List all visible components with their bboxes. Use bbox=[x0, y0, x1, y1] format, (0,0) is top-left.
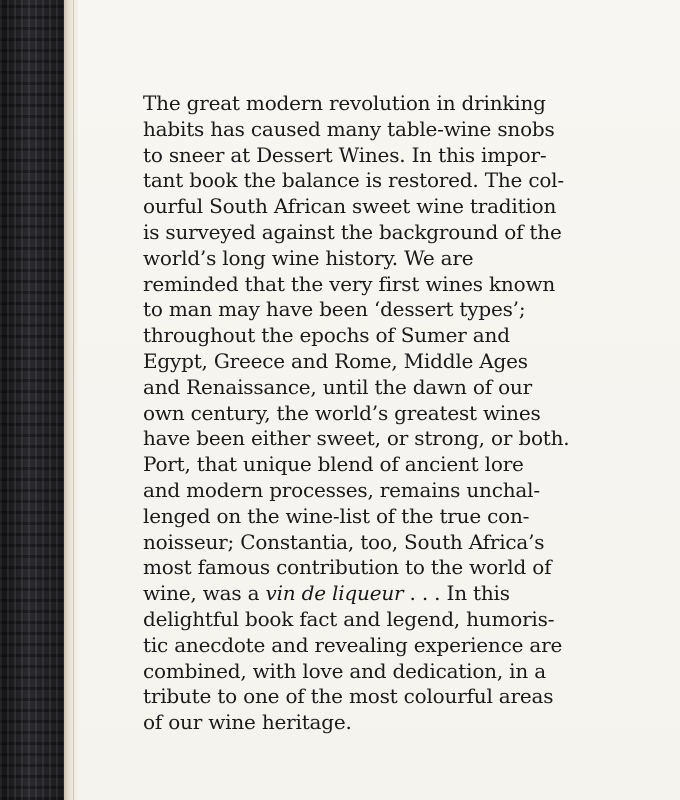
blurb-line: throughout the epochs of Sumer and bbox=[143, 323, 510, 348]
blurb-line: most famous contribution to the world of bbox=[143, 555, 552, 580]
blurb-line: Egypt, Greece and Rome, Middle Ages bbox=[143, 348, 528, 373]
blurb-line: tribute to one of the most colourful areas bbox=[143, 684, 554, 709]
book-binding bbox=[0, 0, 64, 800]
blurb-line: ourful South African sweet wine tradition bbox=[143, 194, 557, 219]
page-edge bbox=[64, 0, 78, 800]
blurb-text bbox=[143, 91, 613, 736]
blurb-line: Port, that unique blend of ancient lore bbox=[143, 452, 524, 477]
blurb-line: tant book the balance is restored. The col- bbox=[143, 168, 564, 193]
blurb-line: to sneer at Dessert Wines. In this impor- bbox=[143, 142, 547, 167]
blurb-line: is surveyed against the background of the bbox=[143, 219, 562, 244]
line-prefix: wine, was a bbox=[143, 581, 266, 606]
blurb-line: habits has caused many table-wine snobs bbox=[143, 116, 555, 141]
blurb-line: combined, with love and dedication, in a bbox=[143, 658, 546, 683]
blurb-line: and modern processes, remains unchal- bbox=[143, 477, 540, 502]
blurb-line: own century, the world’s greatest wines bbox=[143, 400, 541, 425]
blurb-line: The great modern revolution in drinking bbox=[143, 91, 546, 115]
blurb-line: tic anecdote and revealing experience are bbox=[143, 632, 563, 657]
blurb-line: of our wine heritage. bbox=[143, 710, 352, 735]
blurb-line: world’s long wine history. We are bbox=[143, 245, 474, 270]
blurb-line: lenged on the wine-list of the true con- bbox=[143, 503, 530, 528]
blurb-line-with-italic bbox=[143, 581, 613, 607]
blurb-line: have been either sweet, or strong, or both. bbox=[143, 426, 570, 451]
blurb-line: noisseur; Constantia, too, South Africa’s bbox=[143, 529, 545, 554]
blurb-line: to man may have been ‘dessert types’; bbox=[143, 297, 526, 322]
page-edge-line bbox=[73, 0, 74, 800]
blurb-line: delightful book fact and legend, humoris- bbox=[143, 606, 555, 631]
line-suffix: . . . In this bbox=[403, 581, 510, 606]
italic-phrase: vin de liqueur bbox=[265, 581, 404, 606]
blurb-line: and Renaissance, until the dawn of our bbox=[143, 374, 532, 399]
blurb-line: reminded that the very first wines known bbox=[143, 271, 556, 296]
